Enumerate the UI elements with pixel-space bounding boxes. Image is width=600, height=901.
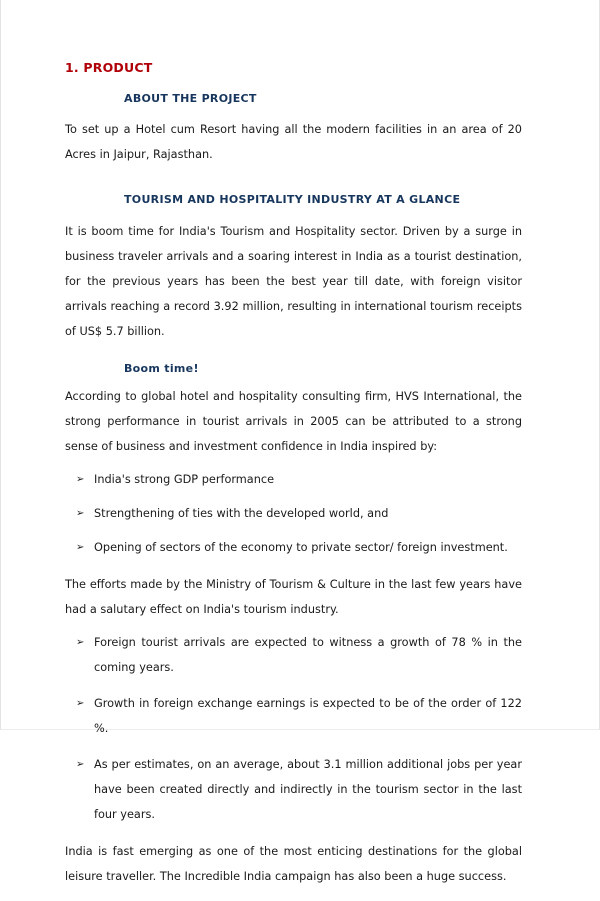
list-item [65, 501, 522, 526]
list-item [65, 691, 522, 741]
arrow-bullet-icon: ➢ [76, 508, 85, 520]
page-title: 1. PRODUCT [65, 60, 153, 75]
paragraph-about-body: To set up a Hotel cum Resort having all the modern facilities in an area of 20 Acres in Jaipur, Rajasthan. [65, 122, 522, 161]
list-item-label: As per estimates, on an average, about 3.1 million additional jobs per year have been created directly and indirectly in the tourism sector in the last four years. [94, 758, 522, 822]
arrow-bullet-icon: ➢ [76, 698, 85, 710]
arrow-bullet-icon: ➢ [76, 542, 85, 554]
list-item [65, 752, 522, 827]
paragraph-glance-body: It is boom time for India's Tourism and Hospitality sector. Driven by a surge in business traveler arrivals and a soaring interest in India as a tourist destination, for the previous years has been the best year till date, with foreign visitor arrivals reaching a record 3.92 million, resulting in international tourism receipts of US$ 5.7 billion. [65, 224, 522, 338]
list-item-label: Opening of sectors of the economy to private sector/ foreign investment. [94, 541, 508, 555]
list-tourism-projections [65, 630, 522, 827]
paragraph-closing-body: India is fast emerging as one of the most enticing destinations for the global leisure traveller. The Incredible India campaign has also been a huge success. [65, 845, 522, 884]
list-item-label: Growth in foreign exchange earnings is expected to be of the order of 122 %. [94, 697, 522, 736]
document-content [65, 60, 522, 901]
list-item-label: Strengthening of ties with the developed world, and [94, 507, 389, 521]
list-item [65, 535, 522, 560]
list-growth-drivers [65, 467, 522, 560]
arrow-bullet-icon: ➢ [76, 637, 85, 649]
list-item-label: Foreign tourist arrivals are expected to witness a growth of 78 % in the coming years. [94, 636, 522, 675]
arrow-bullet-icon: ➢ [76, 474, 85, 486]
heading-tourism-at-a-glance: TOURISM AND HOSPITALITY INDUSTRY AT A GLANCE [124, 192, 461, 206]
heading-about-the-project: ABOUT THE PROJECT [124, 92, 257, 105]
arrow-bullet-icon: ➢ [76, 759, 85, 771]
paragraph-boom-body: According to global hotel and hospitality consulting firm, HVS International, the strong performance in tourist arrivals in 2005 can be attributed to a strong sense of business and investment confidence in India inspired by: [65, 390, 522, 454]
paragraph-ministry-body: The efforts made by the Ministry of Tourism & Culture in the last few years have had a salutary effect on India's tourism industry. [65, 578, 522, 617]
heading-boom-time: Boom time! [124, 361, 199, 375]
list-item [65, 467, 522, 492]
list-item [65, 630, 522, 680]
list-item-label: India's strong GDP performance [94, 473, 275, 487]
